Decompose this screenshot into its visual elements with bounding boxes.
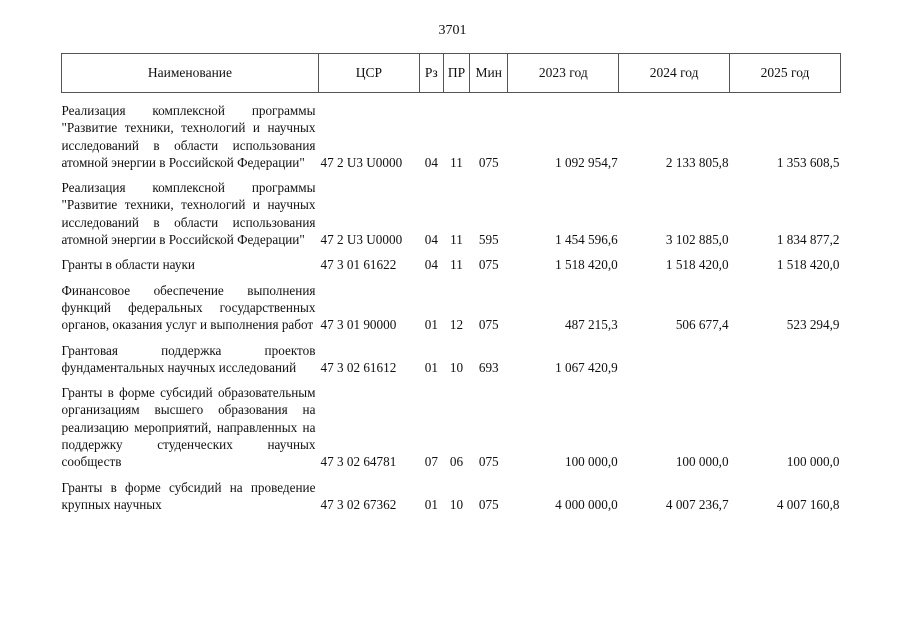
row-rz: 01 [424,359,438,375]
row-min: 075 [478,496,499,512]
row-2025: 1 353 608,5 [776,154,840,170]
row-min: 075 [478,317,499,333]
row-2023: 487 215,3 [564,317,618,333]
row-csr: 47 3 02 67362 [320,496,397,512]
row-2023: 1 454 596,6 [555,232,618,248]
row-2025: 100 000,0 [786,454,840,470]
row-pr: 10 [449,359,464,375]
table-row [62,172,841,249]
row-pr: 11 [450,232,463,248]
row-2023: 100 000,0 [564,454,618,470]
row-2023: 1 092 954,7 [555,154,618,170]
row-2024: 3 102 885,0 [665,232,729,248]
row-2025: 1 834 877,2 [776,232,840,248]
row-csr: 47 3 01 61622 [320,257,397,273]
header-2024: 2024 год [619,54,730,93]
row-2024 [619,335,730,378]
row-name: Реализация комплексной программы "Развитие техники, технологий и научных исследований в области использования атомной энергии в Российской Федерации" [61,180,316,248]
row-min: 075 [478,454,499,470]
table-row [62,472,841,515]
row-2024: 2 133 805,8 [665,154,729,170]
row-name: Гранты в форме субсидий образовательным организациям высшего образования на реализацию мероприятий, направленных на поддержку студенческих научных сообществ [61,385,316,470]
row-rz: 01 [424,496,438,512]
row-2024: 506 677,4 [675,317,729,333]
table-row [62,335,841,378]
row-rz: 01 [424,317,438,333]
row-2023: 1 518 420,0 [555,257,618,273]
row-2025 [730,335,841,378]
table-row [62,249,841,274]
row-csr: 47 3 01 90000 [320,317,397,333]
header-name: Наименование [62,54,319,93]
header-rz: Рз [419,54,443,93]
row-pr: 11 [450,154,463,170]
row-min: 693 [478,359,499,375]
table-row [62,377,841,471]
row-2023: 1 067 420,9 [555,359,618,375]
row-rz: 07 [424,454,438,470]
header-min: Мин [470,54,508,93]
table-body [62,93,841,515]
row-name: Гранты в форме субсидий на проведение крупных научных [61,479,316,512]
row-name: Гранты в области науки [61,257,195,273]
row-2025: 523 294,9 [786,317,840,333]
row-pr: 06 [449,454,464,470]
row-rz: 04 [424,232,438,248]
page-number: 3701 [438,23,467,38]
row-csr: 47 3 02 61612 [320,359,397,375]
header-csr: ЦСР [318,54,419,93]
header-2023: 2023 год [508,54,619,93]
row-pr: 10 [449,496,464,512]
row-name: Реализация комплексной программы "Развитие техники, технологий и научных исследований в области использования атомной энергии в Российской Федерации" [61,103,316,170]
row-2024: 4 007 236,7 [665,496,729,512]
row-pr: 12 [449,317,464,333]
row-min: 075 [478,154,499,170]
row-name: Финансовое обеспечение выполнения функций федеральных государственных органов, оказания услуг и выполнения работ [61,282,316,333]
row-csr: 47 3 02 64781 [320,454,397,470]
header-2025: 2025 год [730,54,841,93]
row-2024: 1 518 420,0 [665,257,729,273]
budget-table [61,53,841,514]
header-pr: ПР [443,54,469,93]
row-2025: 1 518 420,0 [776,257,840,273]
table-row [62,93,841,173]
row-2025: 4 007 160,8 [776,496,840,512]
table-header [62,54,841,93]
row-csr: 47 2 U3 U0000 [320,232,403,248]
row-rz: 04 [424,154,438,170]
row-name: Грантовая поддержка проектов фундаментальных научных исследований [61,342,316,375]
row-rz: 04 [424,257,438,273]
row-2024: 100 000,0 [675,454,729,470]
table-row [62,275,841,335]
row-csr: 47 2 U3 U0000 [320,154,403,170]
row-min: 075 [478,257,499,273]
row-min: 595 [478,232,499,248]
row-pr: 11 [450,257,463,273]
row-2023: 4 000 000,0 [555,496,618,512]
